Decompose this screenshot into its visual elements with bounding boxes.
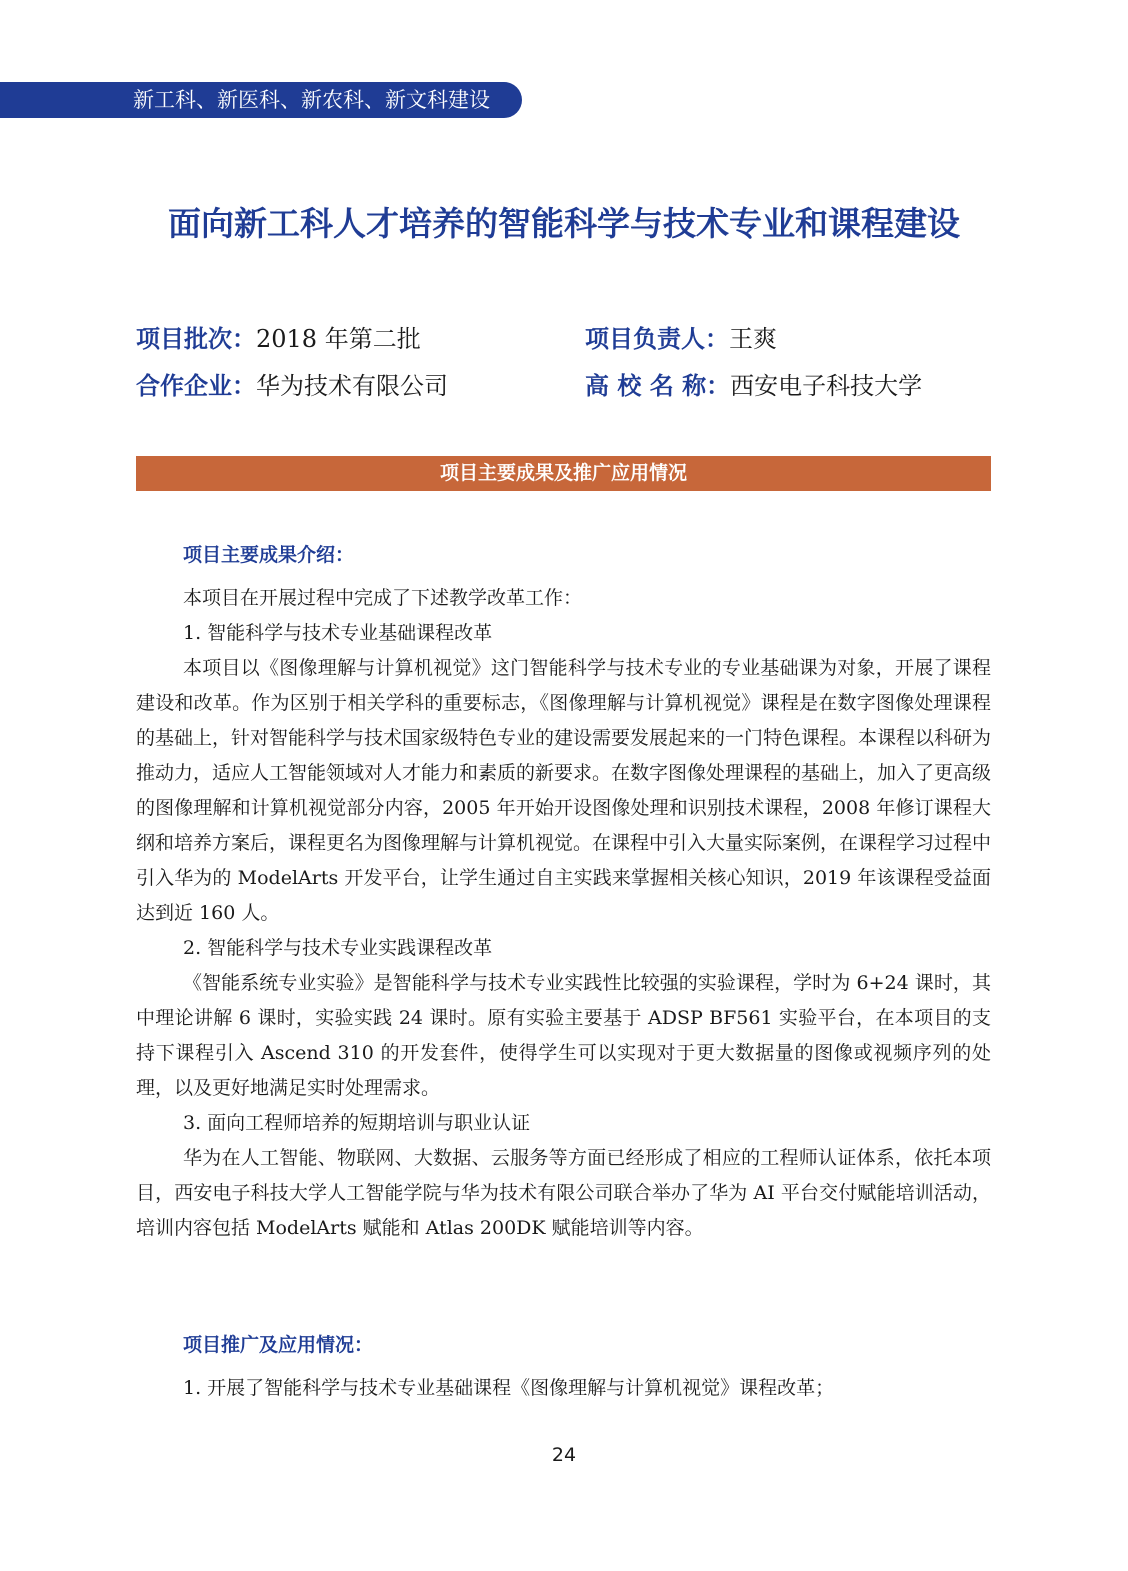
paragraph: 华为在人工智能、物联网、大数据、云服务等方面已经形成了相应的工程师认证体系，依托本项目，西安电子科技大学人工智能学院与华为技术有限公司联合举办了华为 AI 平台交付赋能培训活动，培训内容包括 ModelArts 赋能和 Atlas 200DK 赋能培训等内容。 (136, 1147, 991, 1239)
leader-value: 王爽 (729, 325, 777, 353)
leader-label: 项目负责人： (585, 325, 729, 353)
batch-value: 2018 年第二批 (256, 325, 421, 353)
company-value: 华为技术有限公司 (256, 372, 448, 400)
paragraph: 3. 面向工程师培养的短期培训与职业认证 (183, 1112, 531, 1134)
company-label: 合作企业： (136, 372, 256, 400)
banner-text: 新工科、新医科、新农科、新文科建设 (133, 88, 490, 112)
paragraph: 《智能系统专业实验》是智能科学与技术专业实践性比较强的实验课程，学时为 6+24 课时，其中理论讲解 6 课时，实验实践 24 课时。原有实验主要基于 ADSP BF561 实验平台，在本项目的支持下课程引入 Ascend 310 的开发套件，使得学生可以实现对于更大数据量的图像或视频序列的处理，以及更好地满足实时处理需求。 (136, 972, 991, 1099)
paragraph: 本项目在开展过程中完成了下述教学改革工作： (183, 587, 583, 609)
meta-company (136, 370, 448, 402)
promotion-body (136, 1371, 991, 1406)
meta-batch (136, 323, 421, 355)
paragraph: 2. 智能科学与技术专业实践课程改革 (183, 937, 493, 959)
section-title: 项目主要成果及推广应用情况 (439, 462, 687, 484)
meta-school (585, 370, 922, 402)
paragraph: 1. 开展了智能科学与技术专业基础课程《图像理解与计算机视觉》课程改革； (183, 1377, 835, 1399)
page-number: 24 (551, 1444, 577, 1466)
batch-label: 项目批次： (136, 325, 256, 353)
header-banner (0, 82, 522, 118)
meta-leader (585, 323, 777, 355)
promotion-heading: 项目推广及应用情况： (183, 1334, 374, 1356)
achievements-heading: 项目主要成果介绍： (183, 544, 355, 566)
paragraph: 1. 智能科学与技术专业基础课程改革 (183, 622, 493, 644)
paragraph: 本项目以《图像理解与计算机视觉》这门智能科学与技术专业的专业基础课为对象，开展了课程建设和改革。作为区别于相关学科的重要标志，《图像理解与计算机视觉》课程是在数字图像处理课程的基础上，针对智能科学与技术国家级特色专业的建设需要发展起来的一门特色课程。本课程以科研为推动力，适应人工智能领域对人才能力和素质的新要求。在数字图像处理课程的基础上，加入了更高级的图像理解和计算机视觉部分内容，2005 年开始开设图像处理和识别技术课程，2008 年修订课程大纲和培养方案后，课程更名为图像理解与计算机视觉。在课程中引入大量实际案例，在课程学习过程中引入华为的 ModelArts 开发平台，让学生通过自主实践来掌握相关核心知识，2019 年该课程受益面达到近 160 人。 (136, 657, 992, 924)
page-title: 面向新工科人才培养的智能科学与技术专业和课程建设 (168, 204, 960, 243)
school-label: 高 校 名 称： (585, 372, 731, 400)
school-value: 西安电子科技大学 (730, 372, 923, 400)
achievements-body (136, 581, 991, 1246)
section-header-bar (136, 456, 991, 491)
